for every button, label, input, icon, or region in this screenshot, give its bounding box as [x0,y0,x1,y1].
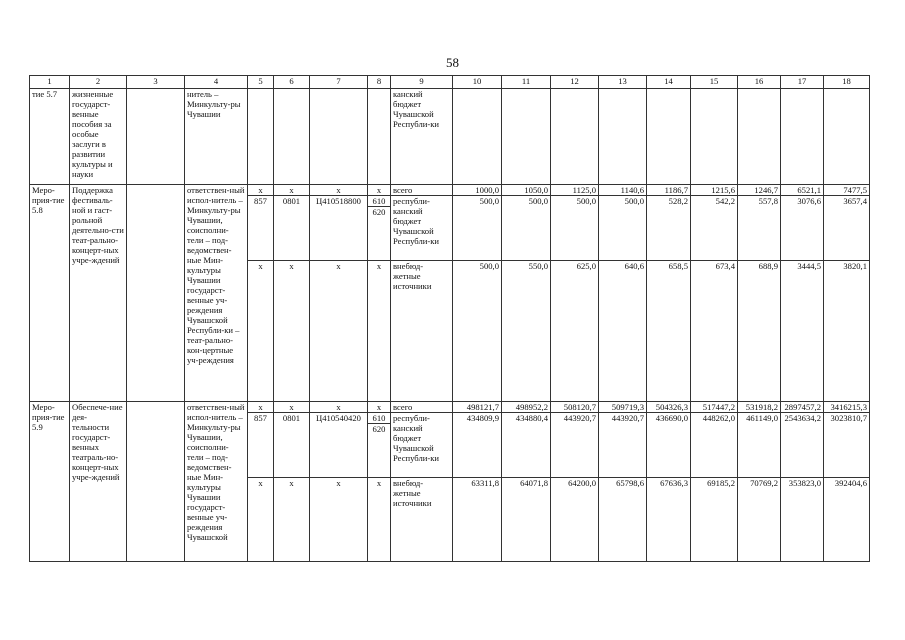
measure-label: Меро-прия-тие 5.9 [30,402,70,562]
code-cell: x [274,185,310,196]
value-cell: 531918,2 [738,402,781,413]
value-cell: 443920,7 [599,413,647,478]
value-cell: 65798,6 [599,478,647,562]
code-cell: 0801 [274,196,310,261]
table-row [30,402,870,413]
code-cell: 857 [248,413,274,478]
value-cell: 508120,7 [551,402,599,413]
page-number: 58 [446,55,459,70]
value-cell: 448262,0 [691,413,738,478]
value-cell: 6521,1 [781,185,824,196]
code-cell: x [274,478,310,562]
value-cell: 1050,0 [502,185,551,196]
empty-cell [127,402,185,562]
measure-label: Меро-прия-тие 5.8 [30,185,70,402]
empty-cell [248,89,274,185]
code-cell: x [248,261,274,402]
value-cell: 3416215,3 [824,402,870,413]
code-cell: x [274,402,310,413]
code-cell: x [368,478,391,562]
code-cell: x [368,185,391,196]
empty-cell [453,89,502,185]
value-cell: 70769,2 [738,478,781,562]
value-cell: 1246,7 [738,185,781,196]
code-cell: x [310,261,368,402]
measure-title: Обеспече-ние дея-тельности государст-венных театраль-но-концерт-ных учре-ждений [70,402,127,562]
code-cell: x [310,402,368,413]
code-cell: x [310,185,368,196]
budget-table [29,75,870,562]
empty-cell [310,89,368,185]
header-cell: 12 [551,76,599,89]
header-row [30,76,870,89]
source-cell: республи-канский бюджет Чувашской Республи-ки [391,196,453,261]
value-cell: 640,6 [599,261,647,402]
value-cell: 64071,8 [502,478,551,562]
value-cell: 504326,3 [647,402,691,413]
empty-cell [738,89,781,185]
header-cell: 16 [738,76,781,89]
value-cell: 542,2 [691,196,738,261]
value-cell: 673,4 [691,261,738,402]
empty-cell [502,89,551,185]
header-cell: 4 [185,76,248,89]
code-cell: x [274,261,310,402]
code-cell: x [248,185,274,196]
measure-label: тие 5.7 [30,89,70,185]
value-cell: 500,0 [453,196,502,261]
empty-cell [781,89,824,185]
value-cell: 63311,8 [453,478,502,562]
header-cell: 2 [70,76,127,89]
value-cell: 500,0 [551,196,599,261]
value-cell: 1000,0 [453,185,502,196]
value-cell: 69185,2 [691,478,738,562]
source-cell: всего [391,402,453,413]
value-cell: 1140,6 [599,185,647,196]
empty-cell [274,89,310,185]
table-row [30,185,870,196]
empty-cell [368,89,391,185]
empty-cell [127,89,185,185]
empty-cell [127,185,185,402]
value-cell: 658,5 [647,261,691,402]
value-cell: 509719,3 [599,402,647,413]
value-cell: 392404,6 [824,478,870,562]
source-cell: республи-канский бюджет Чувашской Республи-ки [391,413,453,478]
value-cell: 2897457,2 [781,402,824,413]
header-cell: 17 [781,76,824,89]
value-cell: 7477,5 [824,185,870,196]
code-cell [368,196,391,261]
value-cell: 353823,0 [781,478,824,562]
empty-cell [824,89,870,185]
code-cell: 857 [248,196,274,261]
code-cell: x [248,478,274,562]
source-cell: канский бюджет Чувашской Республи-ки [391,89,453,185]
header-cell: 11 [502,76,551,89]
code-cell: Ц410540420 [310,413,368,478]
header-cell: 9 [391,76,453,89]
code-value: 620 [372,424,386,434]
value-cell: 3023810,7 [824,413,870,478]
value-cell: 1125,0 [551,185,599,196]
value-cell: 557,8 [738,196,781,261]
value-cell: 500,0 [599,196,647,261]
value-cell: 550,0 [502,261,551,402]
source-cell: внебюд-жетные источники [391,478,453,562]
value-cell: 64200,0 [551,478,599,562]
value-cell: 688,9 [738,261,781,402]
code-cell: Ц410518800 [310,196,368,261]
value-cell: 517447,2 [691,402,738,413]
code-value: 610 [368,196,390,207]
value-cell: 625,0 [551,261,599,402]
value-cell: 500,0 [453,261,502,402]
value-cell: 461149,0 [738,413,781,478]
value-cell: 498121,7 [453,402,502,413]
value-cell: 498952,2 [502,402,551,413]
value-cell: 2543634,2 [781,413,824,478]
executor-cell: ответствен-ный испол-нитель – Минкульту-ры Чувашии, соисполни-тели – под-ведомствен-ные Мин-культуры Чувашии государст-венные уч-реждения Чувашской Республи-ки – теат-рально-кон-цертные уч-реждения [185,185,248,402]
executor-cell: ответствен-ный испол-нитель – Минкульту-ры Чувашии, соисполни-тели – под-ведомствен-ные Мин-культуры Чувашии государст-венные уч-реждения Чувашской [185,402,248,562]
executor-cell: нитель – Минкульту-ры Чувашии [185,89,248,185]
measure-title: жизненные государст-венные пособия за особые заслуги в развитии культуры и науки [70,89,127,185]
code-value: 610 [368,413,390,424]
value-cell: 67636,3 [647,478,691,562]
empty-cell [551,89,599,185]
empty-cell [691,89,738,185]
header-cell: 15 [691,76,738,89]
value-cell: 434809,9 [453,413,502,478]
code-cell: x [248,402,274,413]
value-cell: 1186,7 [647,185,691,196]
code-cell [368,413,391,478]
header-cell: 7 [310,76,368,89]
header-cell: 1 [30,76,70,89]
code-cell: x [310,478,368,562]
value-cell: 3076,6 [781,196,824,261]
value-cell: 443920,7 [551,413,599,478]
empty-cell [647,89,691,185]
measure-title: Поддержка фестиваль-ной и гаст-рольной деятельно-сти теат-рально-концерт-ных учре-ждений [70,185,127,402]
header-cell: 6 [274,76,310,89]
measure-5-7-row [30,89,870,185]
value-cell: 436690,0 [647,413,691,478]
value-cell: 1215,6 [691,185,738,196]
code-value: 620 [372,207,386,217]
code-cell: 0801 [274,413,310,478]
header-cell: 8 [368,76,391,89]
code-cell: x [368,261,391,402]
value-cell: 3657,4 [824,196,870,261]
header-cell: 14 [647,76,691,89]
source-cell: всего [391,185,453,196]
value-cell: 434880,4 [502,413,551,478]
value-cell: 500,0 [502,196,551,261]
value-cell: 3820,1 [824,261,870,402]
source-cell: внебюд-жетные источники [391,261,453,402]
header-cell: 13 [599,76,647,89]
header-cell: 5 [248,76,274,89]
header-cell: 18 [824,76,870,89]
value-cell: 528,2 [647,196,691,261]
value-cell: 3444,5 [781,261,824,402]
code-cell: x [368,402,391,413]
header-cell: 3 [127,76,185,89]
empty-cell [599,89,647,185]
header-cell: 10 [453,76,502,89]
